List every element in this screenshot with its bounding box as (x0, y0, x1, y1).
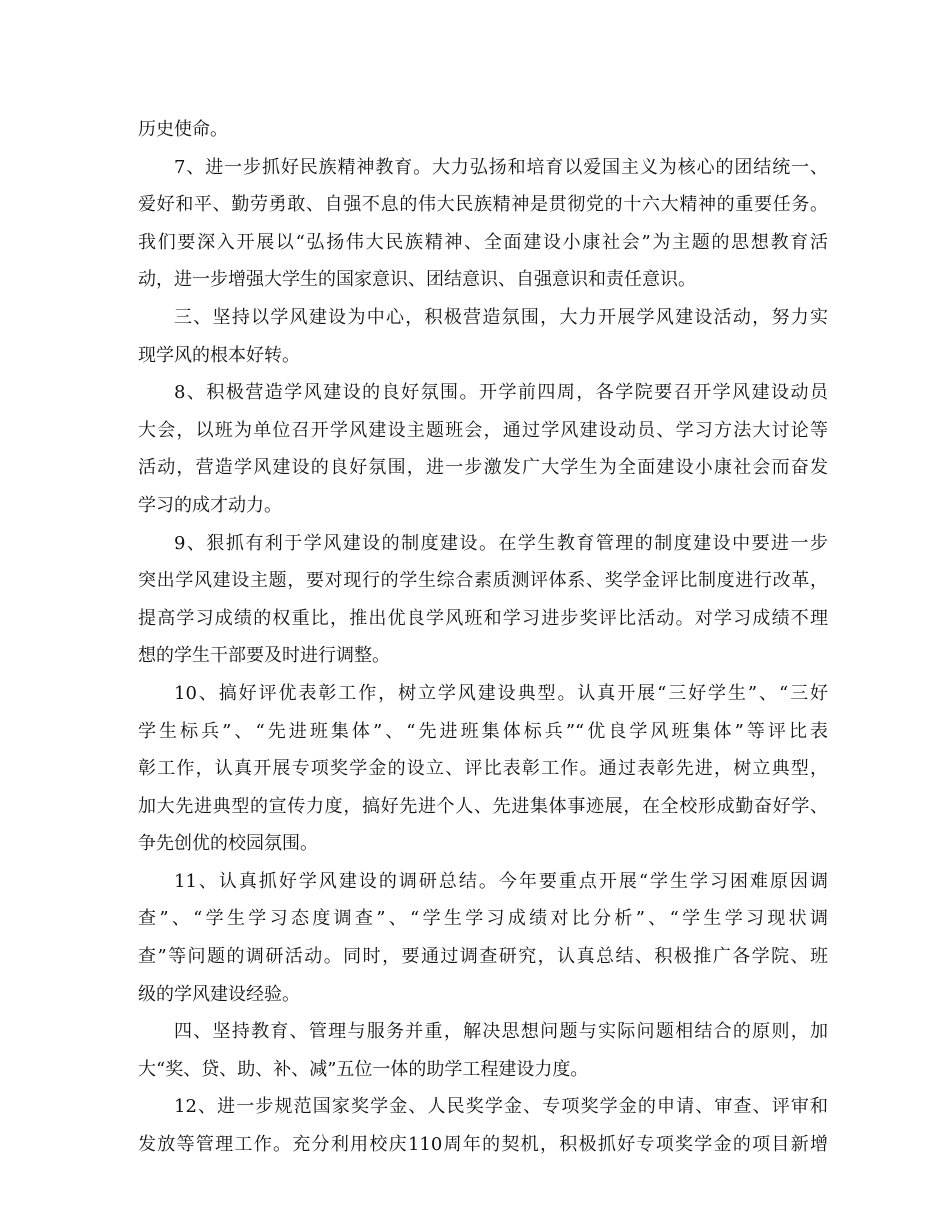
text-line: 突出学风建设主题，要对现行的学生综合素质测评体系、奖学金评比制度进行改革， (138, 570, 828, 592)
paragraph-10-line: 10、搞好评优表彰工作，树立学风建设典型。认真开展“三好学生”、“三好 (174, 682, 828, 704)
text-line: 提高学习成绩的权重比，推出优良学风班和学习进步奖评比活动。对学习成绩不理 (138, 607, 828, 629)
text-line: 大“奖、贷、助、补、减”五位一体的助学工程建设力度。 (138, 1058, 589, 1080)
section-4-heading-line: 四、坚持教育、管理与服务并重，解决思想问题与实际问题相结合的原则，加 (174, 1021, 828, 1043)
text-line: 历史使命。 (138, 119, 228, 140)
text-line: 争先创优的校园氛围。 (138, 833, 318, 855)
text-line: 大会，以班为单位召开学风建设主题班会，通过学风建设动员、学习方法大讨论等 (138, 419, 828, 441)
text-line: 级的学风建设经验。 (138, 983, 300, 1005)
text-line: 想的学生干部要及时进行调整。 (138, 645, 390, 667)
text-line: 学习的成才动力。 (138, 494, 282, 516)
text-line: 查”、“学生学习态度调查”、“学生学习成绩对比分析”、“学生学习现状调 (138, 908, 828, 930)
text-line: 彰工作，认真开展专项奖学金的设立、评比表彰工作。通过表彰先进，树立典型， (138, 758, 828, 780)
document-body (138, 111, 828, 1164)
text-line: 我们要深入开展以“弘扬伟大民族精神、全面建设小康社会”为主题的思想教育活 (138, 231, 828, 253)
text-line: 加大先进典型的宣传力度，搞好先进个人、先进集体事迹展，在全校形成勤奋好学、 (138, 795, 828, 817)
text-line: 现学风的根本好转。 (138, 344, 300, 366)
text-line: 学生标兵”、“先进班集体”、“先进班集体标兵”“优良学风班集体”等评比表 (138, 720, 828, 742)
text-line: 动，进一步增强大学生的国家意识、团结意识、自强意识和责任意识。 (138, 269, 696, 291)
paragraph-11-line: 11、认真抓好学风建设的调研总结。今年要重点开展“学生学习困难原因调 (174, 870, 828, 892)
text-line: 查”等问题的调研活动。同时，要通过调查研究，认真总结、积极推广各学院、班 (138, 946, 828, 968)
paragraph-9-line: 9、狠抓有利于学风建设的制度建设。在学生教育管理的制度建设中要进一步 (174, 532, 828, 554)
paragraph-7-line: 7、进一步抓好民族精神教育。大力弘扬和培育以爱国主义为核心的团结统一、 (174, 156, 828, 178)
paragraph-12-line: 12、进一步规范国家奖学金、人民奖学金、专项奖学金的申请、审查、评审和 (174, 1096, 828, 1118)
text-line: 爱好和平、勤劳勇敢、自强不息的伟大民族精神是贯彻党的十六大精神的重要任务。 (138, 194, 828, 216)
paragraph-8-line: 8、积极营造学风建设的良好氛围。开学前四周，各学院要召开学风建设动员 (174, 382, 828, 404)
text-line: 发放等管理工作。充分利用校庆110周年的契机，积极抓好专项奖学金的项目新增 (138, 1134, 828, 1156)
section-3-heading-line: 三、坚持以学风建设为中心，积极营造氛围，大力开展学风建设活动，努力实 (174, 306, 828, 328)
text-line: 活动，营造学风建设的良好氛围，进一步激发广大学生为全面建设小康社会而奋发 (138, 457, 828, 479)
